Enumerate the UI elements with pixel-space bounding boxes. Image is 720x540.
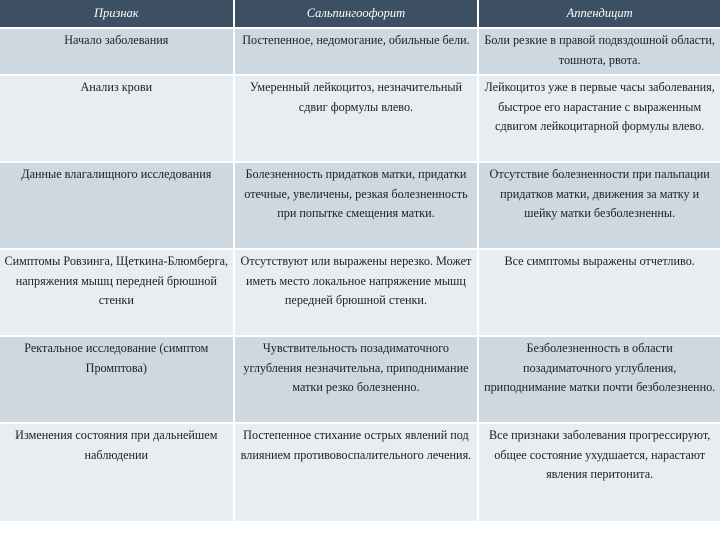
appendicitis-cell: Лейкоцитоз уже в первые часы заболевания, быстрое его нарастание с выраженным сдвигом лейкоцитарной формулы влево. <box>479 76 720 163</box>
appendicitis-cell: Боли резкие в правой подвздошной области, тошнота, рвота. <box>479 29 720 76</box>
appendicitis-cell: Отсутствие болезненности при пальпации придатков матки, движения за матку и шейку матки безболезненны. <box>479 163 720 250</box>
appendicitis-cell: Все симптомы выражены отчетливо. <box>479 250 720 337</box>
table-row <box>0 250 720 337</box>
sign-cell: Начало заболевания <box>0 29 235 76</box>
header-sign: Признак <box>0 0 235 29</box>
table-row <box>0 424 720 523</box>
table-row <box>0 337 720 424</box>
salpingoophoritis-cell: Болезненность придатков матки, придатки отечные, увеличены, резкая болезненность при попытке смещения матки. <box>235 163 480 250</box>
sign-cell: Ректальное исследование (симптом Промптова) <box>0 337 235 424</box>
table-row <box>0 76 720 163</box>
table-row <box>0 29 720 76</box>
sign-cell: Анализ крови <box>0 76 235 163</box>
sign-cell: Данные влагалищного исследования <box>0 163 235 250</box>
sign-cell: Симптомы Ровзинга, Щеткина-Блюмберга, напряжения мышц передней брюшной стенки <box>0 250 235 337</box>
appendicitis-cell: Безболезненность в области позадиматочного углубления, приподнимание матки почти безболезненно. <box>479 337 720 424</box>
header-salpingoophoritis: Сальпингоофорит <box>235 0 480 29</box>
salpingoophoritis-cell: Умеренный лейкоцитоз, незначительный сдвиг формулы влево. <box>235 76 480 163</box>
salpingoophoritis-cell: Постепенное стихание острых явлений под влиянием противовоспалительного лечения. <box>235 424 480 523</box>
salpingoophoritis-cell: Постепенное, недомогание, обильные бели. <box>235 29 480 76</box>
salpingoophoritis-cell: Отсутствуют или выражены нерезко. Может иметь место локальное напряжение мышц передней брюшной стенки. <box>235 250 480 337</box>
appendicitis-cell: Все признаки заболевания прогрессируют, общее состояние ухудшается, нарастают явления перитонита. <box>479 424 720 523</box>
header-appendicitis: Аппендицит <box>479 0 720 29</box>
sign-cell: Изменения состояния при дальнейшем наблюдении <box>0 424 235 523</box>
header-row <box>0 0 720 29</box>
table-row <box>0 163 720 250</box>
salpingoophoritis-cell: Чувствительность позадиматочного углубления незначительна, приподнимание матки резко болезненно. <box>235 337 480 424</box>
